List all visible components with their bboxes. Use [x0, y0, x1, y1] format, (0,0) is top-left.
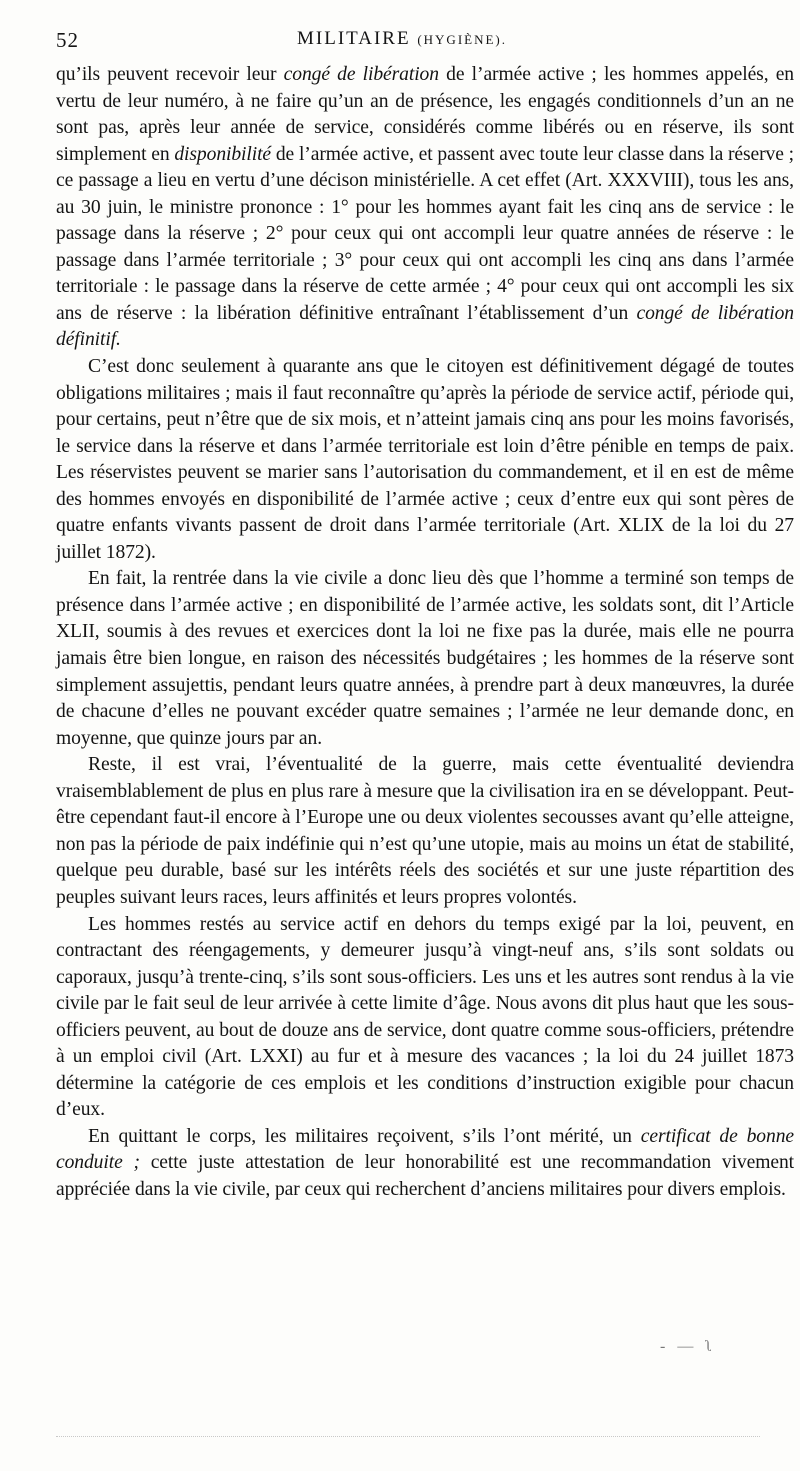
- text-run: C’est donc seulement à quarante ans que le citoyen est définitivement dégagé de toutes obligations militaires ; mais il faut reconnaître qu’après la période de service actif, période qui, pour certains, peut n’être que de six mois, et n’atteint jamais cinq ans pour les moins favorisés, le service dans la réserve et dans l’armée territoriale est loin d’être pénible en temps de paix. Les réservistes peuvent se marier sans l’autorisation du commandement, et il en est de même des hommes envoyés en disponibilité de l’armée active ; ceux d’entre eux qui sont pères de quatre enfants vivants passent de droit dans l’armée territoriale (Art. XLIX de la loi du 27 juillet 1872).: [56, 356, 794, 563]
- text-run: de l’armée active, et passent avec toute leur classe dans la réserve ; ce passage a lieu en vertu d’une décison ministérielle. A cet effet (Art. XXXVIII), tous les ans, au 30 juin, le ministre prononce : 1° pour les hommes ayant fait les cinq ans de service : le passage dans la réserve ; 2° pour ceux qui ont accompli leur quatre années de réserve : le passage dans l’armée territoriale ; 3° pour ceux qui ont accompli les cinq ans dans l’armée territoriale : le passage dans la réserve de cette armée ; 4° pour ceux qui ont accompli les six ans de réserve : la libération définitive entraînant l’établissement d’un: [56, 143, 794, 324]
- text-run: cette juste attestation de leur honorabilité est une recommandation vivement appréciée dans la vie civile, par ceux qui recherchent d’anciens militaires pour divers emplois.: [56, 1152, 794, 1200]
- text-run: de l’armée active ; les hommes appelés, en vertu de leur numéro, à ne faire qu’un an de présence, les engagés conditionnels d’un an ne sont pas, après leur année de service, considérés comme libérés ou en réserve, ils sont simplement en: [56, 64, 794, 165]
- italic-phrase: disponibilité: [174, 143, 272, 165]
- text-run: Reste, il est vrai, l’éventualité de la guerre, mais cette éventualité deviendra vraisemblablement de plus en plus rare à mesure que la civilisation ira en se développant. Peut-être cependant faut-il encore à l’Europe une ou deux violentes secousses avant qu’elle atteigne, non pas la période de paix indéfinie qui n’est qu’une utopie, mais au moins un état de stabilité, quelque peu durable, basé sur les intérêts réels des sociétés et sur une juste répartition des peuples suivant leurs races, leurs affinités et leurs propres volontés.: [56, 754, 794, 908]
- running-title: [56, 28, 748, 50]
- italic-phrase: congé de libération définitif.: [56, 302, 794, 351]
- body-text: [56, 62, 794, 1204]
- paragraph: [56, 62, 794, 354]
- running-title-main: MILITAIRE: [297, 28, 411, 49]
- paragraph: [56, 566, 794, 752]
- paragraph: [56, 752, 794, 911]
- paragraph: [56, 354, 794, 566]
- text-run: En quittant le corps, les militaires reçoivent, s’ils l’ont mérité, un: [88, 1125, 641, 1147]
- italic-phrase: certificat de bonne conduite ;: [56, 1125, 794, 1174]
- running-title-subtitle: (HYGIÈNE).: [417, 32, 507, 47]
- running-header: [56, 28, 748, 54]
- text-run: qu’ils peuvent recevoir leur: [56, 64, 284, 85]
- bottom-page-edge: [56, 1436, 760, 1437]
- text-run: En fait, la rentrée dans la vie civile a donc lieu dès que l’homme a terminé son temps de présence dans l’armée active ; en disponibilité de l’armée active, les soldats sont, dit l’Article XLII, soumis à des revues et exercices dont la loi ne fixe pas la durée, mais elle ne pourra jamais être bien longue, en raison des nécessités budgétaires ; les hommes de la réserve sont simplement assujettis, pendant leurs quatre années, à prendre part à deux manœuvres, la durée de chacune d’elles ne pouvant excéder quatre semaines ; l’armée ne leur demande donc, en moyenne, que quinze jours par an.: [56, 568, 794, 749]
- italic-phrase: congé de libération: [283, 64, 439, 85]
- text-run: Les hommes restés au service actif en dehors du temps exigé par la loi, peuvent, en contractant des réengagements, y demeurer jusqu’à vingt-neuf ans, s’ils sont soldats ou caporaux, jusqu’à trente-cinq, s’ils sont sous-officiers. Les uns et les autres sont rendus à la vie civile par le fait seul de leur arrivée à cette limite d’âge. Nous avons dit plus haut que les sous-officiers peuvent, au bout de douze ans de service, dont quatre comme sous-officiers, prétendre à un emploi civil (Art. LXXI) au fur et à mesure des vacances ; la loi du 24 juillet 1873 détermine la catégorie de ces emplois et les conditions d’instruction exigible pour chacun d’eux.: [56, 913, 794, 1121]
- page-number: 52: [56, 28, 79, 52]
- paragraph: [56, 912, 794, 1124]
- paragraph: [56, 1124, 794, 1204]
- stray-print-marks: - — ʅ: [660, 1338, 717, 1355]
